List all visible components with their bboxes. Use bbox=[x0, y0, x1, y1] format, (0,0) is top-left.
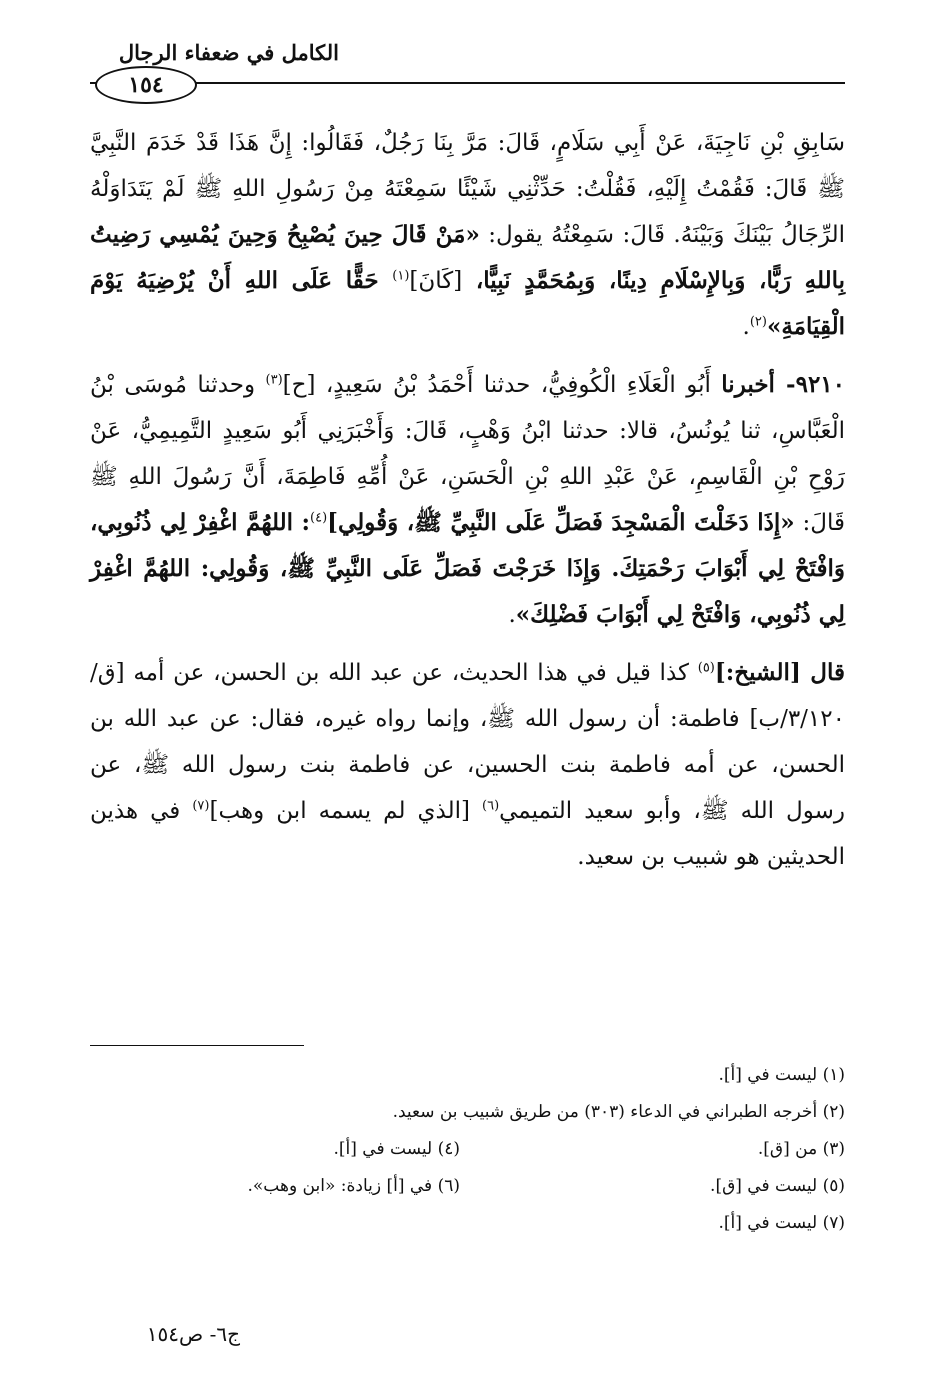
footnote-4: (٤) ليست في [أ]. bbox=[333, 1139, 460, 1159]
hadith-matn: «مَنْ قَالَ حِينَ يُصْبِحُ وَحِينَ يُمْسِي رَضِيتُ بِاللهِ رَبًّا، وَبِالإِسْلَامِ دِينًا، وَبِمُحَمَّدٍ نَبِيًّا، bbox=[90, 221, 846, 294]
footnote-ref-7: (٧) bbox=[192, 798, 210, 814]
comment-text-2: [الذي لم يسمه ابن وهب] bbox=[209, 798, 482, 824]
hadith-lead: - أخبرنا bbox=[721, 371, 796, 398]
footnote-ref-2: (٢) bbox=[749, 314, 767, 330]
comment-text-3: في هذين الحديثين هو شبيب بن سعيد. bbox=[90, 798, 845, 870]
isnad-text: أَبُو الْعَلَاءِ الْكُوفِيُّ، حدثنا أَحْمَدُ بْنُ سَعِيدٍ، [ح] bbox=[282, 372, 722, 398]
hadith-matn: «إِذَا دَخَلْتَ الْمَسْجِدَ فَصَلِّ عَلَى النَّبِيِّ ﷺ، وَقُولِي] bbox=[327, 509, 795, 536]
hadith-matn-end: حَقًّا عَلَى اللهِ أَنْ يُرْضِيَهُ يَوْمَ الْقِيَامَةِ» bbox=[90, 267, 845, 340]
main-text bbox=[90, 120, 845, 880]
footnote-separator bbox=[90, 1045, 304, 1046]
period: . bbox=[508, 602, 516, 628]
footnote-ref-6: (٦) bbox=[482, 798, 500, 814]
footnote-1: (١) ليست في [أ]. bbox=[718, 1065, 845, 1085]
footnote-row-3-4 bbox=[90, 1131, 845, 1168]
comment-text: كذا قيل في هذا الحديث، عن عبد الله بن الحسن، عن أمه [ق/٣/١٢٠/ب] فاطمة: أن رسول الله ﷺ، وإنما رواه غيره، فقال: عن عبد الله بن الحسن، عن أمه فاطمة بنت الحسين، عن فاطمة بنت رسول الله ﷺ، عن رسول الله ﷺ، وأبو سعيد التميمي bbox=[90, 660, 845, 824]
sheikh-lead: قال [الشيخ:] bbox=[714, 659, 845, 686]
footnote-6: (٦) في [أ] زيادة: «ابن وهب». bbox=[247, 1176, 460, 1196]
footnote-ref-1: (١) bbox=[392, 268, 410, 284]
footnote-3: (٣) من [ق]. bbox=[757, 1139, 845, 1159]
footnote-ref-3: (٣) bbox=[265, 372, 283, 388]
page-number-oval: ١٥٤ bbox=[95, 66, 197, 104]
footnote-5: (٥) ليست في [ق]. bbox=[710, 1176, 845, 1196]
footnote-7: (٧) ليست في [أ]. bbox=[718, 1213, 845, 1233]
footnote-ref-5: (٥) bbox=[697, 660, 715, 676]
header-rule bbox=[90, 82, 845, 84]
isnad-text: سَابِقِ بْنِ نَاجِيَةَ، عَنْ أَبِي سَلَامٍ، قَالَ: مَرَّ بِنَا رَجُلٌ، فَقَالُوا: إِنَّ هَذَا قَدْ خَدَمَ النَّبِيَّ ﷺ قَالَ: فَقُمْتُ إِلَيْهِ، فَقُلْتُ: حَدِّثْنِي شَيْئًا سَمِعْتَهُ مِنْ رَسُولِ اللهِ ﷺ لَمْ يَتَدَاوَلْهُ الرِّجَالُ بَيْنَكَ وَبَيْنَهُ. قَالَ: سَمِعْتُهُ يقول: bbox=[90, 130, 845, 248]
isnad-text-2: وحدثنا مُوسَى بْنُ الْعَبَّاسِ، ثنا يُونُسُ، قالا: حدثنا ابْنُ وَهْبٍ، قَالَ: وَأَخْبَرَنِي أَبُو سَعِيدٍ التَّمِيمِيُّ، عَنْ رَوْحِ بْنِ الْقَاسِمِ، عَنْ عَبْدِ اللهِ بْنِ الْحَسَنِ، عَنْ أُمِّهِ فَاطِمَةَ، أَنَّ رَسُولَ اللهِ ﷺ قَالَ: bbox=[90, 372, 845, 536]
footnote-ref-4: (٤) bbox=[310, 510, 328, 526]
paragraph-hadith-9210 bbox=[90, 362, 845, 638]
period: . bbox=[742, 314, 750, 340]
footnote-2: (٢) أخرجه الطبراني في الدعاء (٣٠٣) من طريق شبيب بن سعيد. bbox=[392, 1102, 845, 1122]
hadith-number: ٩٢١٠ bbox=[795, 371, 846, 398]
paragraph-hadith-continuation bbox=[90, 120, 845, 350]
hadith-matn-end: : اللهُمَّ اغْفِرْ لِي ذُنُوبِي، وَافْتَحْ لِي أَبْوَابَ رَحْمَتِكَ. وَإِذَا خَرَجْتَ فَصَلِّ عَلَى النَّبِيِّ ﷺ، وَقُولِي: اللهُمَّ اغْفِرْ لِي ذُنُوبِي، وَافْتَحْ لِي أَبْوَابَ فَضْلِكَ» bbox=[90, 509, 845, 628]
running-title: الكامل في ضعفاء الرجال bbox=[118, 40, 339, 65]
volume-page-signature: ج٦- ص١٥٤ bbox=[146, 1322, 240, 1346]
footnotes bbox=[90, 1057, 845, 1242]
footnote-row-5-6 bbox=[90, 1168, 845, 1205]
paragraph-sheikh-comment bbox=[90, 650, 845, 880]
bracket-note: [كَانَ] bbox=[409, 268, 463, 294]
